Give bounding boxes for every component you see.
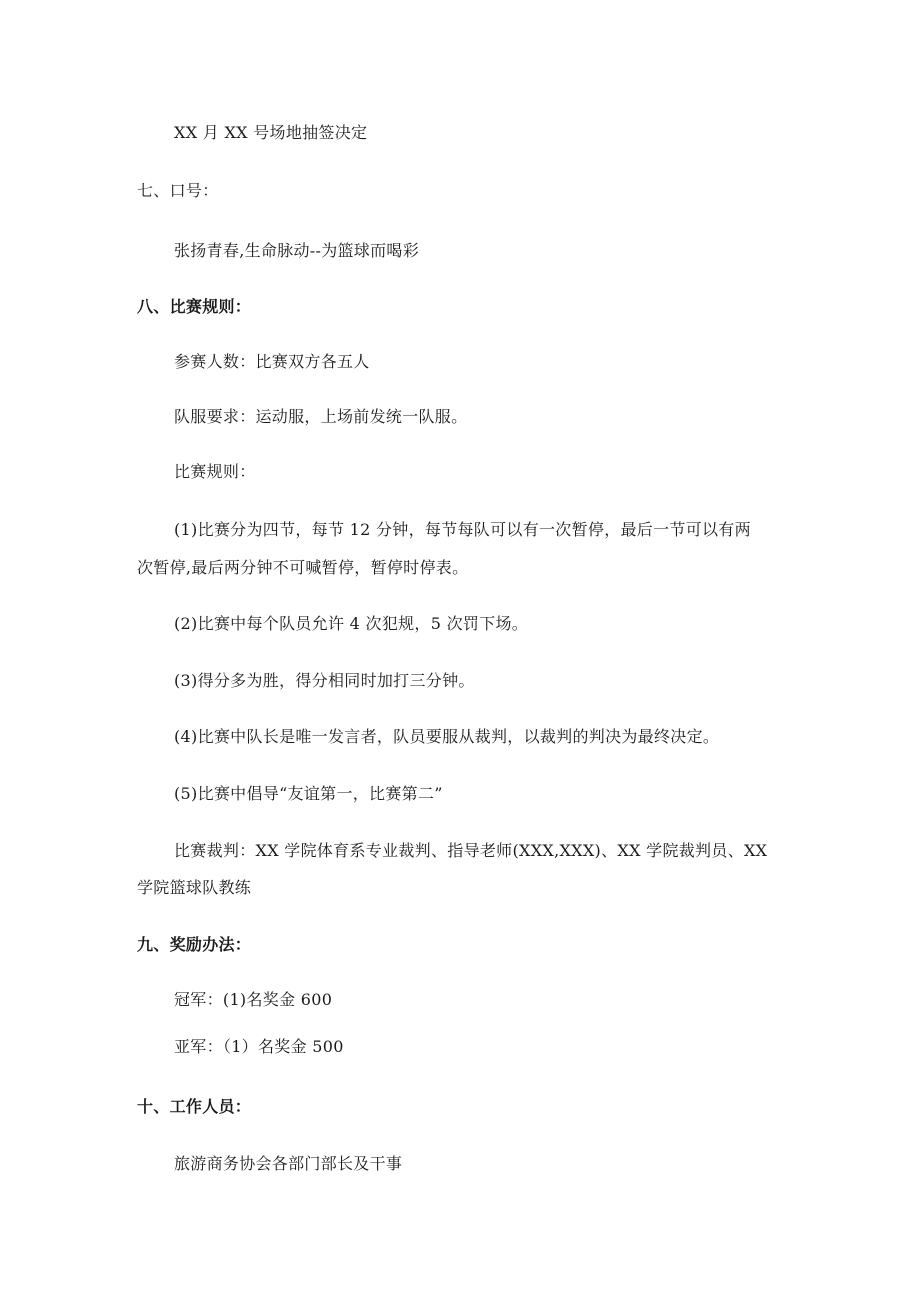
players-text: 参赛人数：比赛双方各五人 bbox=[174, 352, 370, 371]
staff-text: 旅游商务协会各部门部长及干事 bbox=[174, 1154, 403, 1173]
rules-label: 比赛规则： bbox=[174, 462, 256, 481]
champion-prize: 冠军：(1)名奖金 600 bbox=[174, 990, 333, 1009]
referee-line-2: 学院篮球队教练 bbox=[137, 878, 252, 897]
rule-2: (2)比赛中每个队员允许 4 次犯规，5 次罚下场。 bbox=[174, 614, 529, 633]
draw-lots-text: XX 月 XX 号场地抽签决定 bbox=[174, 123, 368, 142]
section-8-heading: 八、比赛规则： bbox=[137, 297, 252, 316]
section-9-heading: 九、奖励办法： bbox=[137, 935, 252, 954]
uniform-text: 队服要求：运动服，上场前发统一队服。 bbox=[174, 407, 468, 426]
section-10-heading: 十、工作人员： bbox=[137, 1097, 252, 1116]
referee-line-1: 比赛裁判：XX 学院体育系专业裁判、指导老师(XXX,XXX)、XX 学院裁判员、XX bbox=[174, 841, 768, 860]
rule-1-line-1: (1)比赛分为四节，每节 12 分钟，每节每队可以有一次暂停，最后一节可以有两 bbox=[174, 520, 751, 539]
rule-4: (4)比赛中队长是唯一发言者，队员要服从裁判，以裁判的判决为最终决定。 bbox=[174, 727, 720, 746]
rule-1-line-2: 次暂停,最后两分钟不可喊暂停，暂停时停表。 bbox=[137, 558, 469, 577]
rule-5: (5)比赛中倡导“友谊第一，比赛第二” bbox=[174, 784, 443, 803]
section-7-heading: 七、口号： bbox=[137, 181, 219, 200]
slogan-text: 张扬青春,生命脉动--为篮球而喝彩 bbox=[174, 241, 419, 260]
runner-up-prize: 亚军：（1）名奖金 500 bbox=[174, 1037, 344, 1056]
rule-3: (3)得分多为胜，得分相同时加打三分钟。 bbox=[174, 671, 475, 690]
